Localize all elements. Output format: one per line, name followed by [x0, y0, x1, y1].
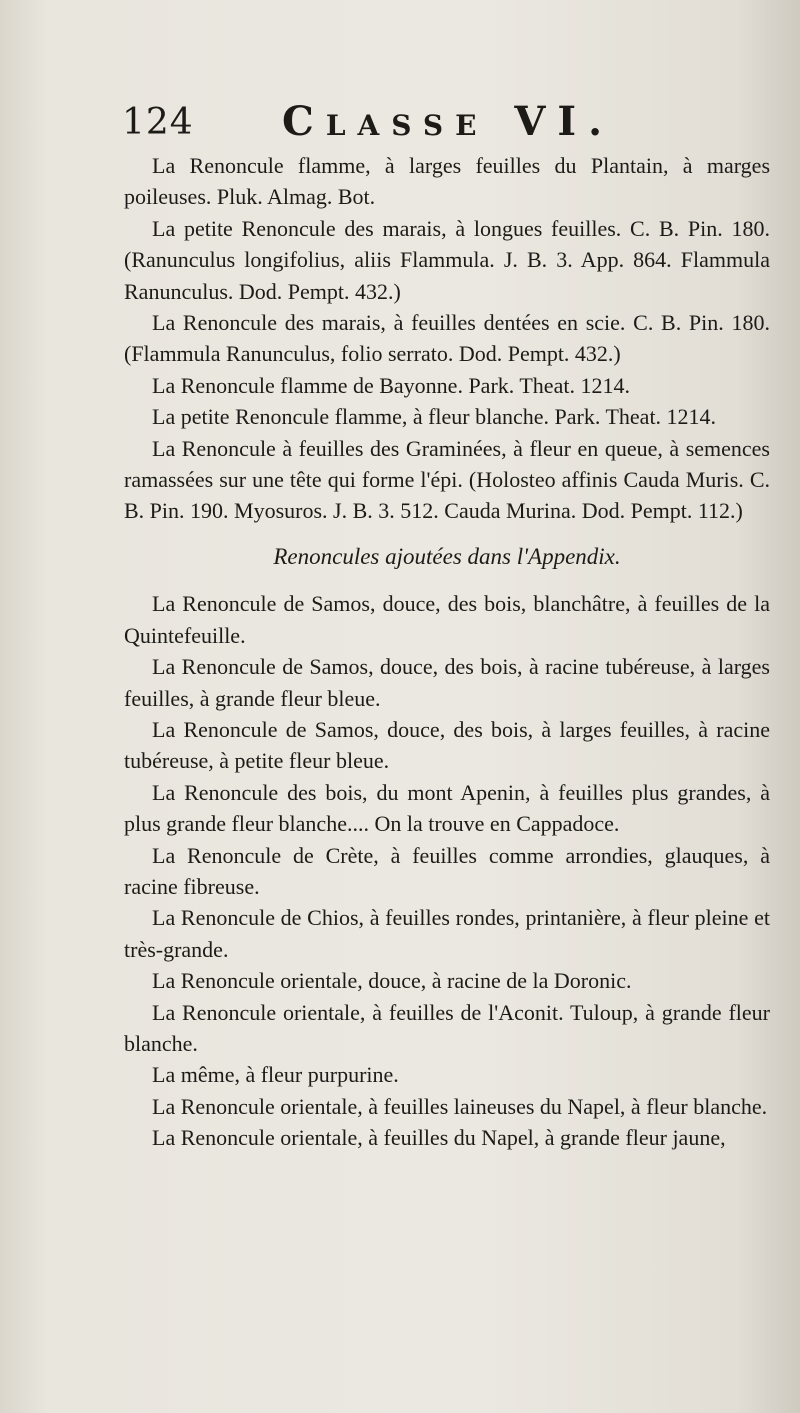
entry-paragraph: La Renoncule flamme, à larges feuilles du Plantain, à marges poileuses. Pluk. Almag. Bot.	[124, 153, 770, 210]
page-number: 124	[122, 102, 194, 143]
entry-paragraph: La Renoncule orientale, à feuilles du Napel, à grande fleur jaune,	[152, 1125, 726, 1151]
section-heading: Renoncules ajoutées dans l'Appendix.	[273, 543, 621, 569]
entry-paragraph: La même, à fleur purpurine.	[152, 1062, 399, 1088]
entry-paragraph: La Renoncule des marais, à feuilles dentées en scie. C. B. Pin. 180. (Flammula Ranunculus, folio serrato. Dod. Pempt. 432.)	[124, 310, 770, 367]
entry-paragraph: La Renoncule de Samos, douce, des bois, à racine tubéreuse, à larges feuilles, à grande fleur bleue.	[124, 654, 770, 711]
entry-paragraph: La Renoncule flamme de Bayonne. Park. Theat. 1214.	[152, 372, 630, 398]
entry-paragraph: La Renoncule à feuilles des Graminées, à fleur en queue, à semences ramassées sur une tête qui forme l'épi. (Holosteo affinis Cauda Muris. C. B. Pin. 190. Myosuros. J. B. 3. 512. Cauda Murina. Dod. Pempt. 112.)	[124, 435, 770, 524]
entry-paragraph: La Renoncule orientale, douce, à racine de la Doronic.	[152, 968, 632, 994]
entry-paragraph: La Renoncule des bois, du mont Apenin, à feuilles plus grandes, à plus grande fleur blanche.... On la trouve en Cappadoce.	[124, 779, 770, 837]
entry-paragraph: La Renoncule de Chios, à feuilles rondes, printanière, à fleur pleine et très-grande.	[124, 905, 770, 962]
entry-list	[124, 150, 770, 1154]
entry-paragraph: La Renoncule orientale, à feuilles de l'Aconit. Tuloup, à grande fleur blanche.	[124, 999, 770, 1056]
running-title: Classe VI.	[282, 98, 615, 145]
entry-paragraph: La petite Renoncule flamme, à fleur blanche. Park. Theat. 1214.	[152, 404, 717, 430]
page-header	[122, 98, 782, 146]
entry-paragraph: La Renoncule de Samos, douce, des bois, à larges feuilles, à racine tubéreuse, à petite fleur bleue.	[124, 716, 770, 774]
entry-paragraph: La petite Renoncule des marais, à longues feuilles. C. B. Pin. 180. (Ranunculus longifolius, aliis Flammula. J. B. 3. App. 864. Flammula Ranunculus. Dod. Pempt. 432.)	[124, 215, 770, 304]
entry-paragraph: La Renoncule orientale, à feuilles laineuses du Napel, à fleur blanche.	[152, 1093, 768, 1119]
entry-paragraph: La Renoncule de Samos, douce, des bois, blanchâtre, à feuilles de la Quintefeuille.	[124, 591, 770, 648]
entry-paragraph: La Renoncule de Crète, à feuilles comme arrondies, glauques, à racine fibreuse.	[124, 842, 770, 899]
